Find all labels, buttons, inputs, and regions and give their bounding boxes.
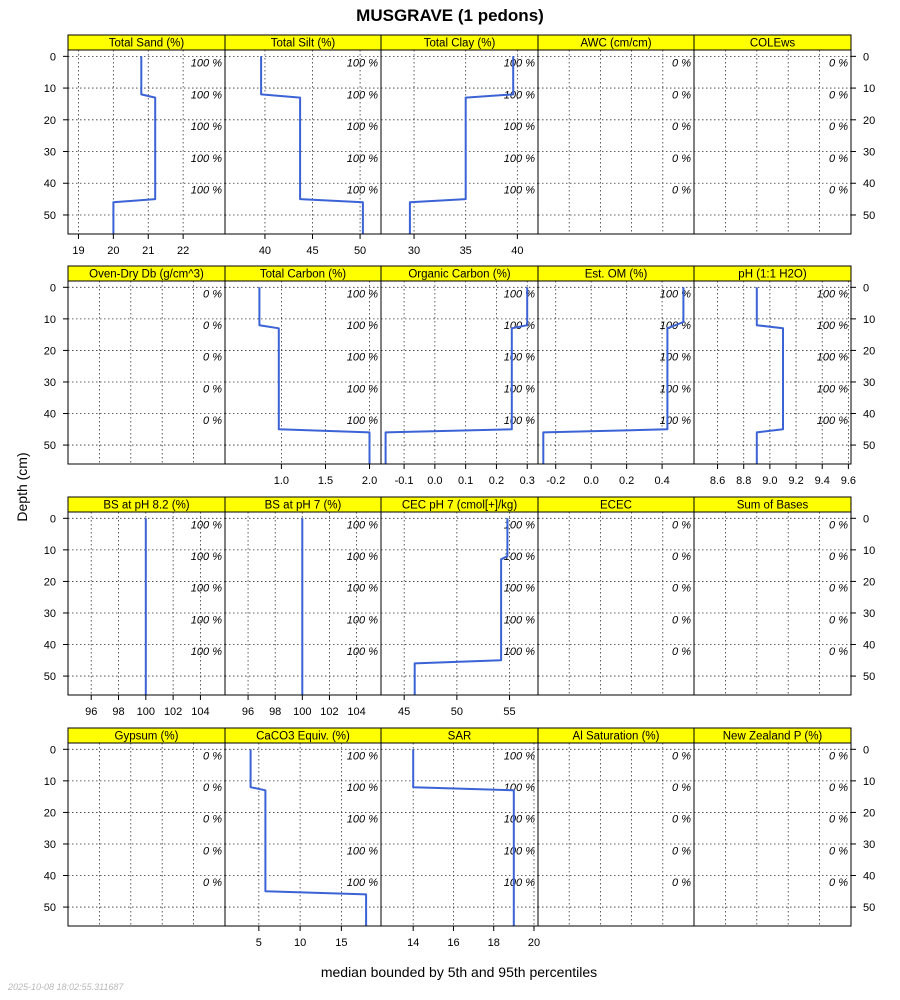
y-tick-label: 50 xyxy=(863,209,876,222)
y-tick-label: 20 xyxy=(863,345,876,358)
percent-label: 0 % xyxy=(672,57,691,70)
percent-label: 0 % xyxy=(829,813,848,826)
panel-title: CEC pH 7 (cmol[+]/kg) xyxy=(401,499,518,512)
panel-grid xyxy=(44,35,876,949)
percent-label: 0 % xyxy=(672,551,691,564)
panel-title: pH (1:1 H2O) xyxy=(738,268,807,281)
percent-label: 100 % xyxy=(503,782,535,795)
profile-line xyxy=(386,287,528,464)
panel xyxy=(44,728,225,926)
panel xyxy=(225,497,381,718)
x-tick-label: 8.8 xyxy=(736,475,752,487)
x-tick-label: 104 xyxy=(191,706,210,718)
x-tick-label: 0.3 xyxy=(519,475,535,487)
percent-label: 100 % xyxy=(346,813,378,826)
timestamp: 2025-10-08 18:02:55.311687 xyxy=(8,982,124,992)
panel xyxy=(381,497,538,718)
percent-label: 100 % xyxy=(190,89,222,102)
percent-label: 0 % xyxy=(829,876,848,889)
percent-label: 100 % xyxy=(190,519,222,532)
percent-label: 100 % xyxy=(346,320,378,333)
y-tick-label: 30 xyxy=(863,146,876,159)
panel-frame xyxy=(225,743,381,926)
x-axis-title: median bounded by 5th and 95th percentiles xyxy=(320,964,598,980)
y-tick-label: 40 xyxy=(863,408,876,421)
percent-label: 100 % xyxy=(346,519,378,532)
x-tick-label: 45 xyxy=(306,245,319,257)
panel-title: CaCO3 Equiv. (%) xyxy=(256,730,350,743)
y-tick-label: 10 xyxy=(863,775,876,788)
panel xyxy=(44,266,225,464)
panel-title: Sum of Bases xyxy=(736,499,809,512)
percent-label: 100 % xyxy=(503,582,535,595)
percent-label: 100 % xyxy=(346,121,378,134)
x-tick-label: 102 xyxy=(163,706,183,718)
percent-label: 100 % xyxy=(190,582,222,595)
x-tick-label: 9.4 xyxy=(814,475,830,487)
y-tick-label: 20 xyxy=(863,114,876,127)
percent-label: 100 % xyxy=(816,383,848,396)
percent-label: 100 % xyxy=(346,645,378,658)
percent-label: 100 % xyxy=(346,551,378,564)
percent-label: 0 % xyxy=(829,152,848,165)
percent-label: 100 % xyxy=(659,320,691,333)
y-tick-label: 20 xyxy=(43,576,56,589)
percent-label: 100 % xyxy=(503,351,535,364)
panel xyxy=(381,728,540,949)
percent-label: 100 % xyxy=(659,383,691,396)
y-tick-label: 0 xyxy=(863,744,870,757)
percent-label: 0 % xyxy=(672,89,691,102)
percent-label: 100 % xyxy=(346,383,378,396)
x-tick-label: 0.0 xyxy=(427,475,443,487)
percent-label: 0 % xyxy=(203,876,222,889)
percent-label: 100 % xyxy=(190,614,222,627)
y-tick-label: 50 xyxy=(863,671,876,684)
percent-label: 0 % xyxy=(672,614,691,627)
x-tick-label: 50 xyxy=(450,706,463,718)
panel-frame xyxy=(538,281,694,464)
panel-frame xyxy=(538,50,694,234)
percent-label: 0 % xyxy=(203,383,222,396)
panel-title: New Zealand P (%) xyxy=(722,730,823,743)
panel-frame xyxy=(68,281,225,464)
panel-title: Gypsum (%) xyxy=(114,730,179,743)
y-tick-label: 40 xyxy=(43,178,56,191)
y-tick-label: 0 xyxy=(49,282,56,295)
percent-label: 100 % xyxy=(346,614,378,627)
panel-title: ECEC xyxy=(600,499,632,512)
percent-label: 0 % xyxy=(203,288,222,301)
panel-frame xyxy=(225,50,381,234)
x-tick-label: 10 xyxy=(293,937,307,949)
percent-label: 100 % xyxy=(346,152,378,165)
y-tick-label: 0 xyxy=(863,513,870,526)
x-tick-label: 0.2 xyxy=(618,475,635,487)
panel xyxy=(381,266,538,487)
y-axis-title: Depth (cm) xyxy=(14,452,30,522)
y-tick-label: 0 xyxy=(49,744,56,757)
panel xyxy=(538,728,694,926)
percent-label: 0 % xyxy=(672,152,691,165)
y-tick-label: 10 xyxy=(863,313,876,326)
percent-label: 100 % xyxy=(190,551,222,564)
x-tick-label: 8.6 xyxy=(709,475,726,487)
x-tick-label: 40 xyxy=(258,245,272,257)
panel xyxy=(225,35,381,257)
panel-title: SAR xyxy=(447,730,472,743)
percent-label: 100 % xyxy=(503,876,535,889)
y-tick-label: 0 xyxy=(863,282,870,295)
y-tick-label: 30 xyxy=(43,376,56,389)
panel xyxy=(694,728,875,926)
y-tick-label: 50 xyxy=(43,209,56,222)
x-tick-label: 100 xyxy=(293,706,312,718)
panel xyxy=(381,35,538,257)
percent-label: 0 % xyxy=(829,614,848,627)
x-tick-label: 9.2 xyxy=(788,475,804,487)
percent-label: 100 % xyxy=(346,184,378,197)
x-tick-label: 98 xyxy=(112,706,125,718)
percent-label: 100 % xyxy=(503,89,535,102)
percent-label: 0 % xyxy=(672,876,691,889)
y-tick-label: 20 xyxy=(863,576,876,589)
panel-frame xyxy=(381,281,538,464)
y-tick-label: 20 xyxy=(43,114,56,127)
percent-label: 100 % xyxy=(346,351,378,364)
panel-title: Total Sand (%) xyxy=(108,37,185,50)
profile-line xyxy=(261,56,363,234)
panel-title: AWC (cm/cm) xyxy=(580,37,652,50)
x-tick-label: 5 xyxy=(255,937,262,949)
percent-label: 100 % xyxy=(346,845,378,858)
profile-line xyxy=(413,749,514,926)
y-tick-label: 0 xyxy=(49,513,56,526)
x-tick-label: 40 xyxy=(511,245,524,257)
panel xyxy=(694,35,875,234)
x-tick-label: 0.2 xyxy=(488,475,505,487)
percent-label: 100 % xyxy=(346,782,378,795)
x-tick-label: 0.0 xyxy=(583,475,599,487)
x-tick-label: 55 xyxy=(503,706,516,718)
percent-label: 0 % xyxy=(203,813,222,826)
percent-label: 100 % xyxy=(503,320,535,333)
panel-title: Organic Carbon (%) xyxy=(408,268,511,281)
panel xyxy=(44,497,225,718)
panel-title: Total Carbon (%) xyxy=(259,268,347,281)
percent-label: 0 % xyxy=(672,121,691,134)
y-tick-label: 50 xyxy=(43,440,56,453)
x-tick-label: 96 xyxy=(241,706,255,718)
percent-label: 100 % xyxy=(816,288,848,301)
y-tick-label: 10 xyxy=(863,544,876,557)
y-tick-label: 20 xyxy=(43,345,56,358)
percent-label: 100 % xyxy=(346,414,378,427)
panel-frame xyxy=(694,50,851,234)
x-tick-label: 30 xyxy=(407,245,421,257)
percent-label: 100 % xyxy=(346,89,378,102)
percent-label: 0 % xyxy=(672,519,691,532)
panel-title: BS at pH 8.2 (%) xyxy=(103,499,190,512)
percent-label: 100 % xyxy=(346,876,378,889)
percent-label: 0 % xyxy=(672,184,691,197)
panel-frame xyxy=(694,512,851,695)
x-tick-label: 35 xyxy=(459,245,472,257)
percent-label: 100 % xyxy=(816,351,848,364)
percent-label: 0 % xyxy=(829,845,848,858)
y-tick-label: 10 xyxy=(43,83,56,96)
percent-label: 0 % xyxy=(829,582,848,595)
y-tick-label: 0 xyxy=(49,51,56,64)
y-tick-label: 40 xyxy=(43,639,56,652)
percent-label: 0 % xyxy=(829,519,848,532)
panel-frame xyxy=(225,281,381,464)
panel-title: Oven-Dry Db (g/cm^3) xyxy=(89,268,204,281)
percent-label: 100 % xyxy=(503,845,535,858)
percent-label: 0 % xyxy=(829,89,848,102)
x-tick-label: 21 xyxy=(142,245,155,257)
percent-label: 0 % xyxy=(672,813,691,826)
panel-title: Total Silt (%) xyxy=(270,37,336,50)
y-tick-label: 50 xyxy=(863,440,876,453)
percent-label: 0 % xyxy=(203,351,222,364)
panel xyxy=(694,497,875,695)
percent-label: 100 % xyxy=(659,288,691,301)
percent-label: 0 % xyxy=(203,320,222,333)
x-tick-label: 2.0 xyxy=(361,475,378,487)
panel-title: BS at pH 7 (%) xyxy=(264,499,342,512)
profile-line xyxy=(259,287,369,464)
panel xyxy=(694,266,875,487)
y-tick-label: 0 xyxy=(863,51,870,64)
percent-label: 100 % xyxy=(190,152,222,165)
panel xyxy=(538,35,694,234)
y-tick-label: 30 xyxy=(43,607,56,620)
panel xyxy=(538,497,694,695)
percent-label: 100 % xyxy=(659,414,691,427)
percent-label: 100 % xyxy=(503,57,535,70)
profile-line xyxy=(410,56,513,234)
x-tick-label: -0.2 xyxy=(546,475,566,487)
panel-title: Est. OM (%) xyxy=(584,268,648,281)
profile-line xyxy=(113,56,155,234)
percent-label: 100 % xyxy=(503,750,535,763)
x-tick-label: 14 xyxy=(407,937,420,949)
percent-label: 100 % xyxy=(503,813,535,826)
y-tick-label: 10 xyxy=(43,313,56,326)
percent-label: 100 % xyxy=(816,320,848,333)
percent-label: 100 % xyxy=(346,750,378,763)
y-tick-label: 10 xyxy=(43,775,56,788)
percent-label: 100 % xyxy=(503,152,535,165)
percent-label: 0 % xyxy=(829,551,848,564)
y-tick-label: 40 xyxy=(43,408,56,421)
panel-frame xyxy=(381,512,538,695)
x-tick-label: 1.5 xyxy=(317,475,334,487)
panel-frame xyxy=(68,50,225,234)
percent-label: 100 % xyxy=(190,184,222,197)
percent-label: 100 % xyxy=(503,383,535,396)
percent-label: 100 % xyxy=(503,288,535,301)
percent-label: 100 % xyxy=(503,519,535,532)
x-tick-label: 20 xyxy=(527,937,541,949)
x-tick-label: 102 xyxy=(320,706,339,718)
percent-label: 100 % xyxy=(190,645,222,658)
percent-label: 100 % xyxy=(346,57,378,70)
percent-label: 100 % xyxy=(503,184,535,197)
panel xyxy=(225,728,381,949)
profile-line xyxy=(415,518,508,695)
percent-label: 0 % xyxy=(672,582,691,595)
percent-label: 100 % xyxy=(503,614,535,627)
y-tick-label: 40 xyxy=(863,178,876,191)
x-tick-label: 100 xyxy=(136,706,155,718)
panel-frame xyxy=(68,743,225,926)
percent-label: 100 % xyxy=(190,57,222,70)
x-tick-label: 19 xyxy=(72,245,85,257)
y-tick-label: 40 xyxy=(863,870,876,883)
panel-title: Al Saturation (%) xyxy=(572,730,660,743)
x-tick-label: 15 xyxy=(335,937,348,949)
percent-label: 0 % xyxy=(203,750,222,763)
percent-label: 100 % xyxy=(346,582,378,595)
panel-frame xyxy=(694,743,851,926)
y-tick-label: 20 xyxy=(863,807,876,820)
x-tick-label: 22 xyxy=(177,245,190,257)
panel xyxy=(44,35,225,257)
percent-label: 0 % xyxy=(672,782,691,795)
panel-frame xyxy=(538,512,694,695)
y-tick-label: 20 xyxy=(43,807,56,820)
percent-label: 0 % xyxy=(203,782,222,795)
y-tick-label: 10 xyxy=(43,544,56,557)
x-tick-label: -0.1 xyxy=(394,475,414,487)
y-tick-label: 40 xyxy=(43,870,56,883)
percent-label: 100 % xyxy=(503,121,535,134)
x-tick-label: 96 xyxy=(85,706,98,718)
x-tick-label: 45 xyxy=(398,706,411,718)
x-tick-label: 18 xyxy=(487,937,500,949)
percent-label: 0 % xyxy=(203,845,222,858)
x-tick-label: 0.4 xyxy=(654,475,670,487)
y-tick-label: 30 xyxy=(863,838,876,851)
panel xyxy=(225,266,381,487)
x-tick-label: 0.1 xyxy=(458,475,474,487)
panel-frame xyxy=(381,50,538,234)
y-tick-label: 30 xyxy=(863,607,876,620)
panel-title: COLEws xyxy=(749,37,796,50)
percent-label: 100 % xyxy=(503,645,535,658)
panel-frame xyxy=(538,743,694,926)
x-tick-label: 1.0 xyxy=(273,475,290,487)
y-tick-label: 30 xyxy=(863,376,876,389)
x-tick-label: 104 xyxy=(347,706,366,718)
percent-label: 0 % xyxy=(829,750,848,763)
chart-title: MUSGRAVE (1 pedons) xyxy=(356,6,544,25)
x-tick-label: 20 xyxy=(107,245,120,257)
percent-label: 0 % xyxy=(829,782,848,795)
percent-label: 0 % xyxy=(829,57,848,70)
y-tick-label: 50 xyxy=(43,902,56,915)
y-tick-label: 40 xyxy=(863,639,876,652)
profile-line xyxy=(251,749,367,926)
y-tick-label: 50 xyxy=(863,902,876,915)
x-tick-label: 9.0 xyxy=(762,475,778,487)
panel-title: Total Clay (%) xyxy=(423,37,496,50)
x-tick-label: 50 xyxy=(353,245,367,257)
y-tick-label: 10 xyxy=(863,83,876,96)
percent-label: 100 % xyxy=(816,414,848,427)
x-tick-label: 16 xyxy=(447,937,460,949)
percent-label: 100 % xyxy=(659,351,691,364)
panel xyxy=(538,266,694,487)
y-tick-label: 50 xyxy=(43,671,56,684)
percent-label: 100 % xyxy=(346,288,378,301)
percent-label: 0 % xyxy=(672,645,691,658)
percent-label: 0 % xyxy=(672,750,691,763)
percent-label: 100 % xyxy=(190,121,222,134)
x-tick-label: 98 xyxy=(269,706,282,718)
percent-label: 0 % xyxy=(672,845,691,858)
percent-label: 0 % xyxy=(829,645,848,658)
percent-label: 100 % xyxy=(503,414,535,427)
percent-label: 0 % xyxy=(829,184,848,197)
y-tick-label: 30 xyxy=(43,838,56,851)
percent-label: 0 % xyxy=(829,121,848,134)
y-tick-label: 30 xyxy=(43,146,56,159)
panel-frame xyxy=(694,281,851,464)
percent-label: 0 % xyxy=(203,414,222,427)
percent-label: 100 % xyxy=(503,551,535,564)
x-tick-label: 9.6 xyxy=(840,475,857,487)
